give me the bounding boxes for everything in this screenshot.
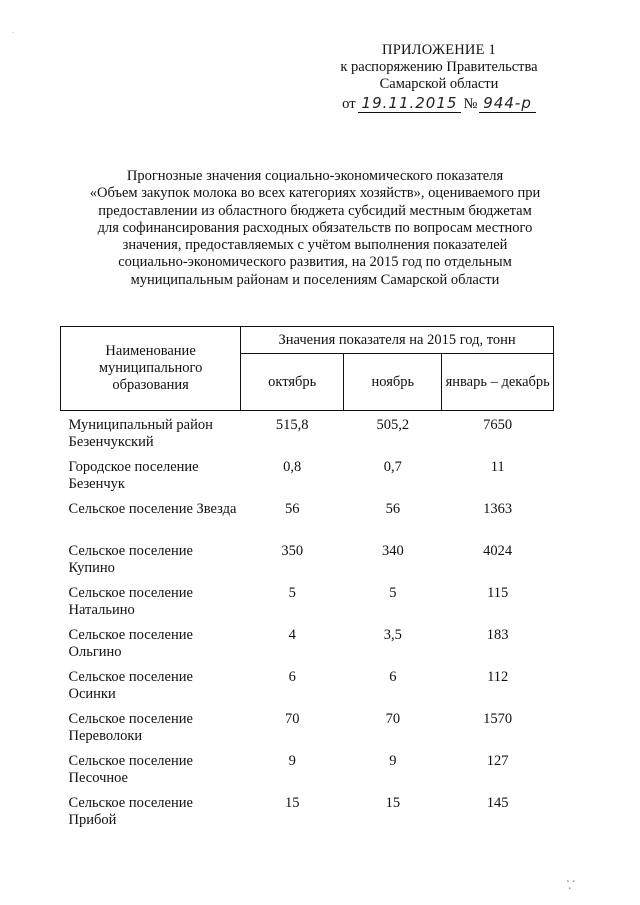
cell-november: 5 (389, 585, 397, 601)
table-row (61, 411, 554, 454)
column-header-october: октябрь (241, 354, 344, 411)
title-line: Прогнозные значения социально-экономического показателя (126, 168, 504, 184)
row-name: Муниципальный район Безенчукский (68, 417, 213, 450)
appendix-block (300, 42, 578, 113)
scan-marks: ∙ ∙ ∙ (566, 878, 576, 892)
cell-year: 11 (490, 459, 505, 475)
cell-year: 112 (487, 669, 509, 685)
table-row (61, 663, 554, 705)
cell-october: 515,8 (275, 417, 309, 433)
title-line: муниципальным районам и поселениям Самарской области (130, 271, 500, 288)
handwritten-number: 944-р (479, 95, 536, 113)
table-row (61, 495, 554, 537)
row-name: Сельское поселение Натальино (68, 585, 193, 618)
row-name: Сельское поселение Ольгино (68, 627, 193, 660)
cell-november: 3,5 (383, 627, 402, 643)
cell-october: 6 (288, 669, 296, 685)
appendix-line-1: к распоряжению Правительства (340, 59, 538, 75)
cell-year: 127 (486, 753, 509, 769)
cell-october: 5 (288, 585, 296, 601)
cell-year: 145 (486, 795, 509, 811)
cell-november: 56 (385, 501, 401, 517)
table-row (61, 789, 554, 831)
column-header-year: январь – декабрь (442, 354, 554, 411)
table-row (61, 537, 554, 579)
milk-purchase-table (60, 326, 554, 831)
column-group-header: Значения показателя на 2015 год, тонн (241, 327, 554, 354)
table-body (61, 411, 554, 832)
cell-october: 56 (284, 501, 300, 517)
cell-year: 1570 (483, 711, 513, 727)
row-name: Сельское поселение Прибой (68, 795, 193, 828)
title-line: социально-экономического развития, на 2015 год по отдельным (118, 254, 512, 271)
cell-october: 4 (288, 627, 296, 643)
cell-year: 115 (487, 585, 509, 601)
appendix-line-2: Самарской области (379, 76, 499, 92)
order-reference (300, 95, 578, 113)
cell-year: 1363 (483, 501, 513, 517)
date-prefix: от (342, 96, 356, 112)
cell-november: 0,7 (383, 459, 402, 475)
table-row (61, 453, 554, 495)
cell-october: 0,8 (283, 459, 302, 475)
cell-november: 6 (389, 669, 397, 685)
number-prefix: № (463, 96, 478, 112)
cell-november: 505,2 (376, 417, 410, 433)
column-header-name: Наименование муниципального образования (61, 327, 241, 411)
row-name: Сельское поселение Осинки (68, 669, 193, 702)
table-row (61, 579, 554, 621)
cell-year: 4024 (483, 543, 513, 559)
cell-november: 340 (381, 543, 404, 559)
cell-october: 350 (281, 543, 304, 559)
cell-november: 70 (385, 711, 401, 727)
handwritten-date: 19.11.2015 (358, 95, 462, 113)
appendix-heading: ПРИЛОЖЕНИЕ 1 (382, 42, 496, 58)
row-name: Городское поселение Безенчук (68, 459, 199, 492)
column-header-november: ноябрь (344, 354, 442, 411)
title-line: «Объем закупок молока во всех категориях хозяйств», оцениваемого при (89, 185, 541, 202)
cell-november: 15 (385, 795, 401, 811)
table-row (61, 621, 554, 663)
table-row (61, 705, 554, 747)
row-name: Сельское поселение Звезда (68, 501, 237, 517)
cell-november: 9 (389, 753, 397, 769)
document-title (60, 168, 570, 289)
cell-year: 183 (486, 627, 509, 643)
table-header (61, 327, 554, 411)
row-name: Сельское поселение Купино (68, 543, 193, 576)
cell-october: 15 (284, 795, 300, 811)
table-row (61, 747, 554, 789)
row-name: Сельское поселение Переволоки (68, 711, 193, 744)
cell-year: 7650 (483, 417, 513, 433)
title-line: значения, предоставляемых с учётом выполнения показателей (122, 237, 508, 254)
cell-october: 9 (288, 753, 296, 769)
title-line: предоставлении из областного бюджета субсидий местным бюджетам (98, 202, 532, 219)
row-name: Сельское поселение Песочное (68, 753, 193, 786)
scan-speck: · (12, 30, 14, 37)
cell-october: 70 (284, 711, 300, 727)
title-line: для софинансирования расходных обязательств по вопросам местного (97, 219, 533, 236)
